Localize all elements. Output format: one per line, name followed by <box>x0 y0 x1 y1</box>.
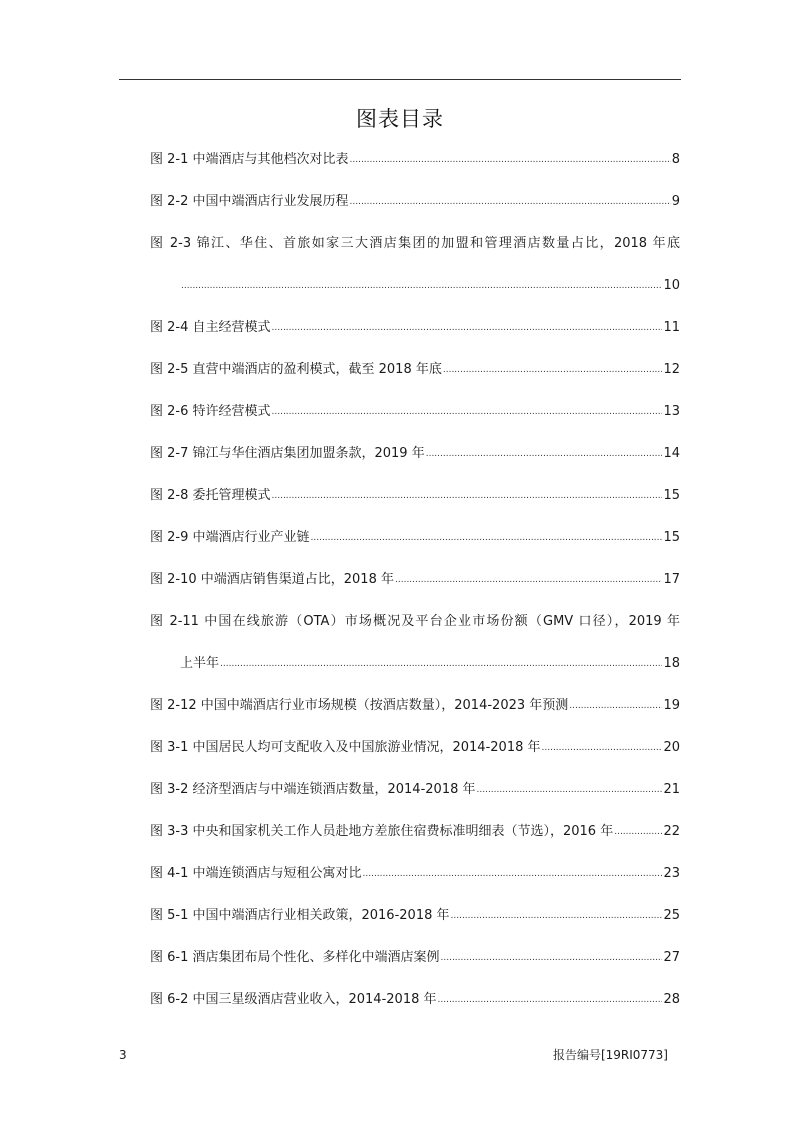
toc-entry[interactable] <box>150 318 680 338</box>
toc-entry-continuation[interactable] <box>180 276 680 296</box>
toc-entry-label: 图 2-8 委托管理模式 <box>150 488 271 503</box>
toc-entry-page: 19 <box>663 698 680 713</box>
toc-entry-label: 图 2-2 中国中端酒店行业发展历程 <box>150 194 349 209</box>
toc-entry-page: 17 <box>663 572 680 587</box>
toc-entry-page: 15 <box>663 488 680 503</box>
toc-entry-label: 图 6-2 中国三星级酒店营业收入，2014-2018 年 <box>150 992 437 1007</box>
dot-leader <box>272 489 663 503</box>
dot-leader <box>477 783 663 797</box>
toc-entry-page: 9 <box>671 194 680 209</box>
toc-entry-label: 图 2-5 直营中端酒店的盈利模式，截至 2018 年底 <box>150 362 442 377</box>
toc-entry-label-continued: 上半年 <box>180 656 220 671</box>
toc-entry-page: 28 <box>663 992 680 1007</box>
toc-entry[interactable] <box>150 780 680 800</box>
toc-entry-page: 25 <box>663 908 680 923</box>
dot-leader <box>426 447 663 461</box>
toc-entry-label: 图 2-9 中端酒店行业产业链 <box>150 530 310 545</box>
toc-entry-label: 图 5-1 中国中端酒店行业相关政策，2016-2018 年 <box>150 908 450 923</box>
toc-entry[interactable] <box>150 864 680 884</box>
toc-entry-label: 图 2-6 特许经营模式 <box>150 404 271 419</box>
dot-leader <box>311 531 663 545</box>
footer-report-number: 报告编号[19RI0773] <box>552 1048 668 1062</box>
dot-leader <box>441 951 663 965</box>
toc-entry[interactable] <box>150 234 680 254</box>
toc-entry-label: 图 3-1 中国居民人均可支配收入及中国旅游业情况，2014-2018 年 <box>150 740 541 755</box>
toc-entry-page: 23 <box>663 866 680 881</box>
toc-entry-label: 图 2-11 中国在线旅游（OTA）市场概况及平台企业市场份额（GMV 口径），2019 年 <box>150 614 680 629</box>
toc-entry[interactable] <box>150 570 680 590</box>
dot-leader <box>363 867 663 881</box>
toc-entry-label: 图 2-7 锦江与华住酒店集团加盟条款，2019 年 <box>150 446 425 461</box>
toc-entry[interactable] <box>150 192 680 212</box>
toc-entry-label: 图 3-3 中央和国家机关工作人员赴地方差旅住宿费标准明细表（节选），2016 年 <box>150 824 614 839</box>
dot-leader <box>542 741 663 755</box>
dot-leader <box>272 405 663 419</box>
toc-entry-page: 21 <box>663 782 680 797</box>
toc-entry-page: 18 <box>663 656 680 671</box>
toc-entry-label: 图 3-2 经济型酒店与中端连锁酒店数量，2014-2018 年 <box>150 782 476 797</box>
toc-entry-page: 27 <box>663 950 680 965</box>
toc-entry-page: 22 <box>663 824 680 839</box>
toc-entry[interactable] <box>150 360 680 380</box>
dot-leader <box>350 153 671 167</box>
toc-entry[interactable] <box>150 444 680 464</box>
toc-entry[interactable] <box>150 948 680 968</box>
footer-page-number: 3 <box>119 1048 127 1062</box>
dot-leader <box>395 573 662 587</box>
toc-entry[interactable] <box>150 612 680 632</box>
dot-leader <box>350 195 671 209</box>
toc-entry-page: 8 <box>671 152 680 167</box>
toc-entry-page: 14 <box>663 446 680 461</box>
dot-leader <box>181 279 662 293</box>
dot-leader <box>451 909 663 923</box>
toc-entry[interactable] <box>150 528 680 548</box>
dot-leader <box>220 657 662 671</box>
toc-entry[interactable] <box>150 822 680 842</box>
dot-leader <box>272 321 663 335</box>
toc-entry-page: 11 <box>663 320 680 335</box>
toc-entry[interactable] <box>150 696 680 716</box>
toc-entry-page: 12 <box>663 362 680 377</box>
toc-entry-label: 图 2-12 中国中端酒店行业市场规模（按酒店数量），2014-2023 年预测 <box>150 698 569 713</box>
dot-leader <box>569 699 662 713</box>
toc-entry[interactable] <box>150 402 680 422</box>
toc-entry[interactable] <box>150 738 680 758</box>
toc-entry-page: 20 <box>663 740 680 755</box>
toc-entry[interactable] <box>150 486 680 506</box>
toc-entry-label: 图 2-10 中端酒店销售渠道占比，2018 年 <box>150 572 394 587</box>
toc-entry-label: 图 2-1 中端酒店与其他档次对比表 <box>150 152 349 167</box>
toc-entry-page: 10 <box>663 278 680 293</box>
dot-leader <box>443 363 663 377</box>
toc-entry-page: 15 <box>663 530 680 545</box>
toc-entry-page: 13 <box>663 404 680 419</box>
toc-entry-continuation[interactable] <box>180 654 680 674</box>
dot-leader <box>438 993 663 1007</box>
toc-entry[interactable] <box>150 150 680 170</box>
toc-entry-label: 图 2-4 自主经营模式 <box>150 320 271 335</box>
toc-title: 图表目录 <box>356 107 444 131</box>
toc-entry-label: 图 2-3 锦江、华住、首旅如家三大酒店集团的加盟和管理酒店数量占比，2018 年底 <box>150 236 680 251</box>
toc-entry-label: 图 4-1 中端连锁酒店与短租公寓对比 <box>150 866 362 881</box>
toc-entry[interactable] <box>150 906 680 926</box>
toc-entry[interactable] <box>150 990 680 1010</box>
toc-entry-label: 图 6-1 酒店集团布局个性化、多样化中端酒店案例 <box>150 950 440 965</box>
dot-leader <box>614 825 662 839</box>
